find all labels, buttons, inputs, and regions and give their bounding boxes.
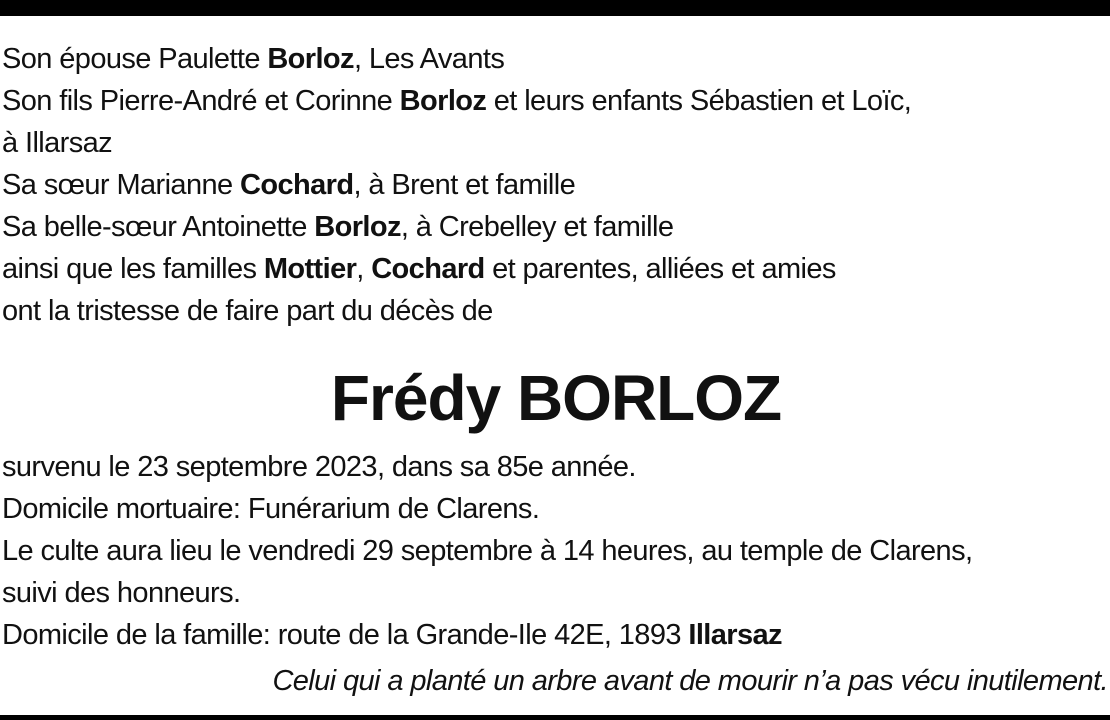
detail-line: Domicile mortuaire: Funérarium de Clarens. — [2, 493, 540, 525]
family-lines — [2, 38, 1110, 332]
death-notice — [2, 38, 1110, 702]
family-line: Son épouse Paulette Borloz, Les Avants — [2, 43, 505, 75]
detail-line: survenu le 23 septembre 2023, dans sa 85e année. — [2, 451, 636, 483]
family-line: ont la tristesse de faire part du décès de — [2, 295, 493, 327]
detail-lines — [2, 446, 1110, 656]
family-line: à Illarsaz — [2, 127, 113, 159]
closing-quote: Celui qui a planté un arbre avant de mourir n’a pas vécu inutilement. — [272, 665, 1108, 697]
detail-line: Le culte aura lieu le vendredi 29 septembre à 14 heures, au temple de Clarens, — [2, 535, 973, 567]
detail-line: suivi des honneurs. — [2, 577, 241, 609]
family-line: Sa sœur Marianne Cochard, à Brent et famille — [2, 169, 576, 201]
family-line: ainsi que les familles Mottier, Cochard et parentes, alliées et amies — [2, 253, 836, 285]
detail-line: Domicile de la famille: route de la Grande-Ile 42E, 1893 Illarsaz — [2, 619, 782, 651]
family-line: Son fils Pierre-André et Corinne Borloz et leurs enfants Sébastien et Loïc, — [2, 85, 912, 117]
top-rule — [0, 0, 1110, 16]
family-line: Sa belle-sœur Antoinette Borloz, à Crebelley et famille — [2, 211, 674, 243]
deceased-name: Frédy BORLOZ — [330, 362, 782, 434]
bottom-rule — [0, 715, 1110, 720]
